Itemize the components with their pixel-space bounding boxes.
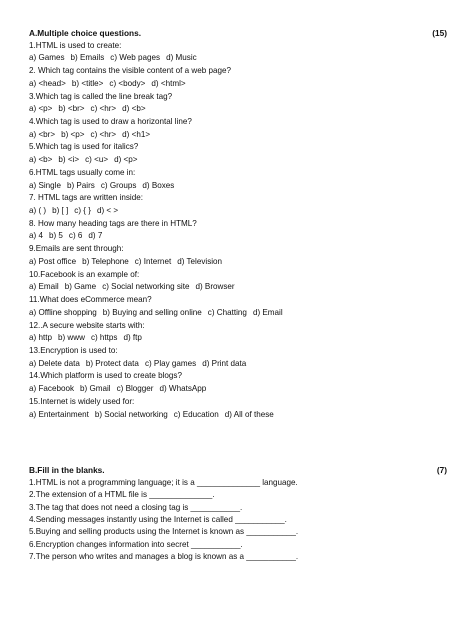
option-label: a) ( ) [29,206,47,216]
option-label: c) Web pages [110,53,161,63]
option-label: d) Television [177,256,223,266]
option-label: b) www [57,333,85,343]
question-options [29,180,447,193]
option-label: b) Protect data [85,358,139,368]
option-label: c) 6 [68,231,83,241]
question-options [29,52,447,65]
question-options [29,383,447,396]
option-label: d) Boxes [142,180,175,190]
mcq-list [29,40,447,422]
option-label: b) <p> [61,129,85,139]
option-label: a) 4 [29,231,43,241]
question-options [29,129,447,142]
question-text: 9.Emails are sent through: [29,244,124,254]
option-label: a) Entertainment [29,409,89,419]
option-label: c) Chatting [207,307,247,317]
fill-blank-item: 7.The person who writes and manages a blog is known as a ___________. [29,552,299,561]
question-options [29,409,447,422]
option-label: d) <html> [151,78,186,88]
option-label: d) Print data [202,358,247,368]
question-options [29,154,447,167]
fill-blank-item: 2.The extension of a HTML file is ______________. [29,490,215,500]
option-label: d) <b> [122,104,146,114]
fill-blank-item: 5.Buying and selling products using the Internet is known as ___________. [29,527,299,537]
question-text: 6.HTML tags usually come in: [29,167,136,177]
option-label: d) <p> [114,155,138,165]
question-text: 5.Which tag is used for italics? [29,142,139,152]
option-label: d) < > [96,206,119,216]
option-label: a) http [29,333,52,343]
option-label: a) <b> [29,155,53,165]
question-text: 4.Which tag is used to draw a horizontal line? [29,117,192,126]
fill-blank-item: 4.Sending messages instantly using the Internet is called ___________. [29,514,287,524]
question-options [29,281,447,294]
option-label: b) Pairs [66,180,95,190]
fill-blank-item: 1.HTML is not a programming language; it is a ______________ language. [29,477,298,487]
option-label: c) Internet [134,256,172,266]
question-options [29,256,447,269]
option-label: a) Facebook [29,384,74,394]
option-label: c) <hr> [90,129,117,139]
question-text: 2. Which tag contains the visible content of a web page? [29,66,232,76]
option-label: b) Game [64,282,97,292]
question-options [29,307,447,320]
option-label: b) <br> [58,104,85,114]
section-a-marks: (15) [432,28,447,38]
fill-blank-item: 6.Encryption changes information into secret ___________. [29,539,243,549]
option-label: a) Offline shopping [29,307,97,317]
question-text: 3.Which tag is called the line break tag? [29,91,173,101]
question-text: 11.What does eCommerce mean? [29,295,152,305]
section-a-header [29,27,447,40]
question-options [29,230,447,243]
option-label: c) https [90,333,118,343]
question-text: 8. How many heading tags are there in HTML? [29,218,197,228]
option-label: a) Email [29,282,59,292]
question-text: 7. HTML tags are written inside: [29,193,143,203]
option-label: c) { } [74,206,91,216]
option-label: b) [ ] [52,206,69,216]
option-label: d) <h1> [122,129,151,139]
option-label: d) 7 [88,231,103,241]
question-text: 10.Facebook is an example of: [29,269,140,279]
section-gap [29,421,447,464]
question-options [29,103,447,116]
fill-blank-item: 3.The tag that does not need a closing tag is ___________. [29,502,243,512]
option-label: c) Groups [100,180,137,190]
section-a-title: A.Multiple choice questions. [29,28,142,38]
fill-blanks-list [29,477,447,563]
section-b-marks: (7) [436,465,447,476]
option-label: a) <br> [29,129,56,139]
option-label: b) 5 [48,231,63,241]
option-label: c) <hr> [90,104,117,114]
question-text: 12..A secure website starts with: [29,320,145,330]
question-options [29,205,447,218]
option-label: a) Games [29,53,65,63]
option-label: b) Gmail [80,384,111,394]
option-label: c) Social networking site [102,282,190,292]
option-label: a) <p> [29,104,53,114]
option-label: b) <i> [58,155,80,165]
section-b-title: B.Fill in the blanks. [29,465,105,476]
option-label: d) Email [252,307,283,317]
question-options [29,78,447,91]
option-label: d) All of these [224,409,274,419]
question-text: 15.Internet is widely used for: [29,396,135,406]
option-label: b) Emails [70,53,105,63]
option-label: d) ftp [123,333,142,343]
option-label: b) Social networking [94,409,168,419]
option-label: c) <body> [109,78,146,88]
question-text: 1.HTML is used to create: [29,40,122,50]
option-label: d) Browser [195,282,235,292]
question-options [29,332,447,345]
option-label: c) Blogger [116,384,154,394]
option-label: c) Education [173,409,219,419]
question-text: 14.Which platform is used to create blogs? [29,371,182,381]
section-b-header [29,464,447,477]
option-label: a) <head> [29,78,66,88]
option-label: c) Play games [144,358,197,368]
option-label: d) WhatsApp [159,384,207,394]
option-label: b) <title> [71,78,104,88]
option-label: b) Buying and selling online [102,307,202,317]
question-options [29,358,447,371]
option-label: c) <u> [85,155,109,165]
option-label: a) Post office [29,256,77,266]
option-label: a) Single [29,180,61,190]
option-label: a) Delete data [29,358,80,368]
question-text: 13.Encryption is used to: [29,345,118,355]
option-label: d) Music [166,53,197,63]
option-label: b) Telephone [82,256,129,266]
